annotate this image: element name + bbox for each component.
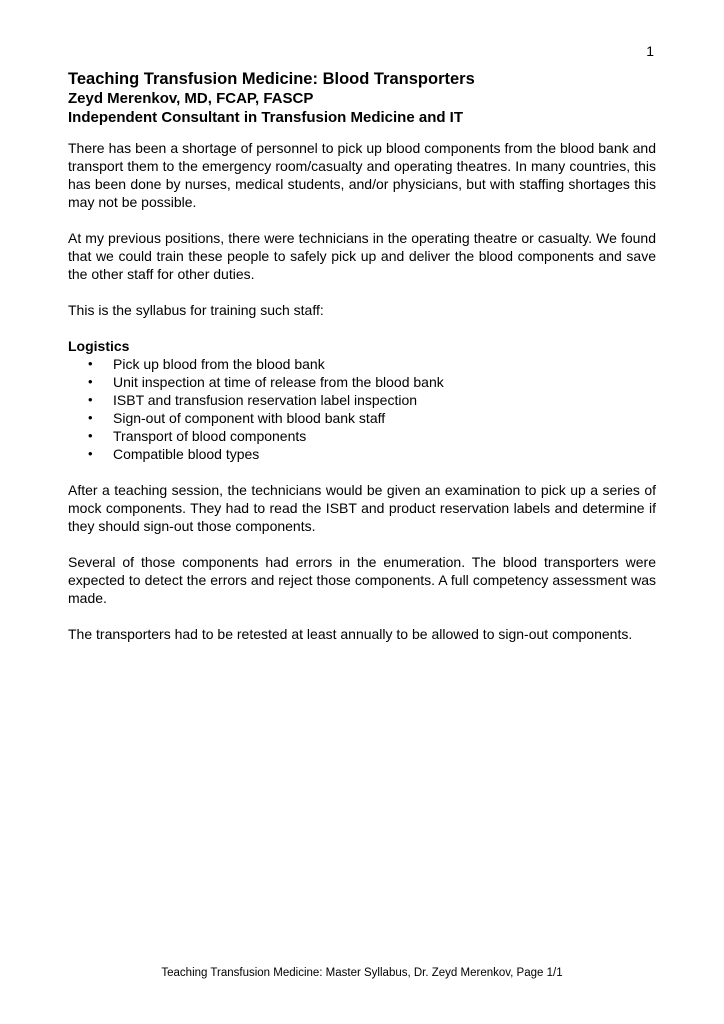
bullet-icon: • [88,410,93,425]
page-footer: Teaching Transfusion Medicine: Master Syllabus, Dr. Zeyd Merenkov, Page 1/1 [161,967,563,979]
syllabus-intro-paragraph: This is the syllabus for training such staff: [68,302,324,318]
intro-paragraph: There has been a shortage of personnel to pick up blood components from the blood bank and transport them to the emergency room/casualty and operating theatres. In many countries, this has been done by nurses, medical students, and/or physicians, but with staffing shortages this may not be possible. [68,140,656,210]
bullet-icon: • [88,428,93,443]
document-body [68,139,656,661]
list-item [68,409,656,427]
page-number: 1 [646,43,654,59]
list-item [68,391,656,409]
logistics-list [68,355,656,463]
affiliation-line: Independent Consultant in Transfusion Medicine and IT [68,109,464,126]
bullet-icon: • [88,374,93,389]
examination-paragraph: After a teaching session, the technicians would be given an examination to pick up a series of mock components. They had to read the ISBT and product reservation labels and determine if they should sign-out those components. [68,482,656,534]
list-item [68,445,656,463]
list-item-text: Transport of blood components [113,428,307,444]
author-line: Zeyd Merenkov, MD, FCAP, FASCP [68,90,314,107]
list-item [68,427,656,445]
list-item [68,355,656,373]
document-header [68,70,656,127]
list-item-text: Sign-out of component with blood bank staff [113,410,386,426]
document-title: Teaching Transfusion Medicine: Blood Transporters [68,70,475,88]
list-item-text: Pick up blood from the blood bank [113,356,325,372]
background-paragraph: At my previous positions, there were technicians in the operating theatre or casualty. We found that we could train these people to safely pick up and deliver the blood components and save the other staff for other duties. [68,230,656,282]
logistics-heading: Logistics [68,338,130,354]
retesting-paragraph: The transporters had to be retested at least annually to be allowed to sign-out components. [68,626,633,642]
list-item [68,373,656,391]
bullet-icon: • [88,392,93,407]
bullet-icon: • [88,356,93,371]
list-item-text: Unit inspection at time of release from the blood bank [113,374,444,390]
list-item-text: Compatible blood types [113,446,260,462]
bullet-icon: • [88,446,93,461]
list-item-text: ISBT and transfusion reservation label inspection [113,392,418,408]
assessment-paragraph: Several of those components had errors in the enumeration. The blood transporters were expected to detect the errors and reject those components. A full competency assessment was made. [68,554,656,606]
